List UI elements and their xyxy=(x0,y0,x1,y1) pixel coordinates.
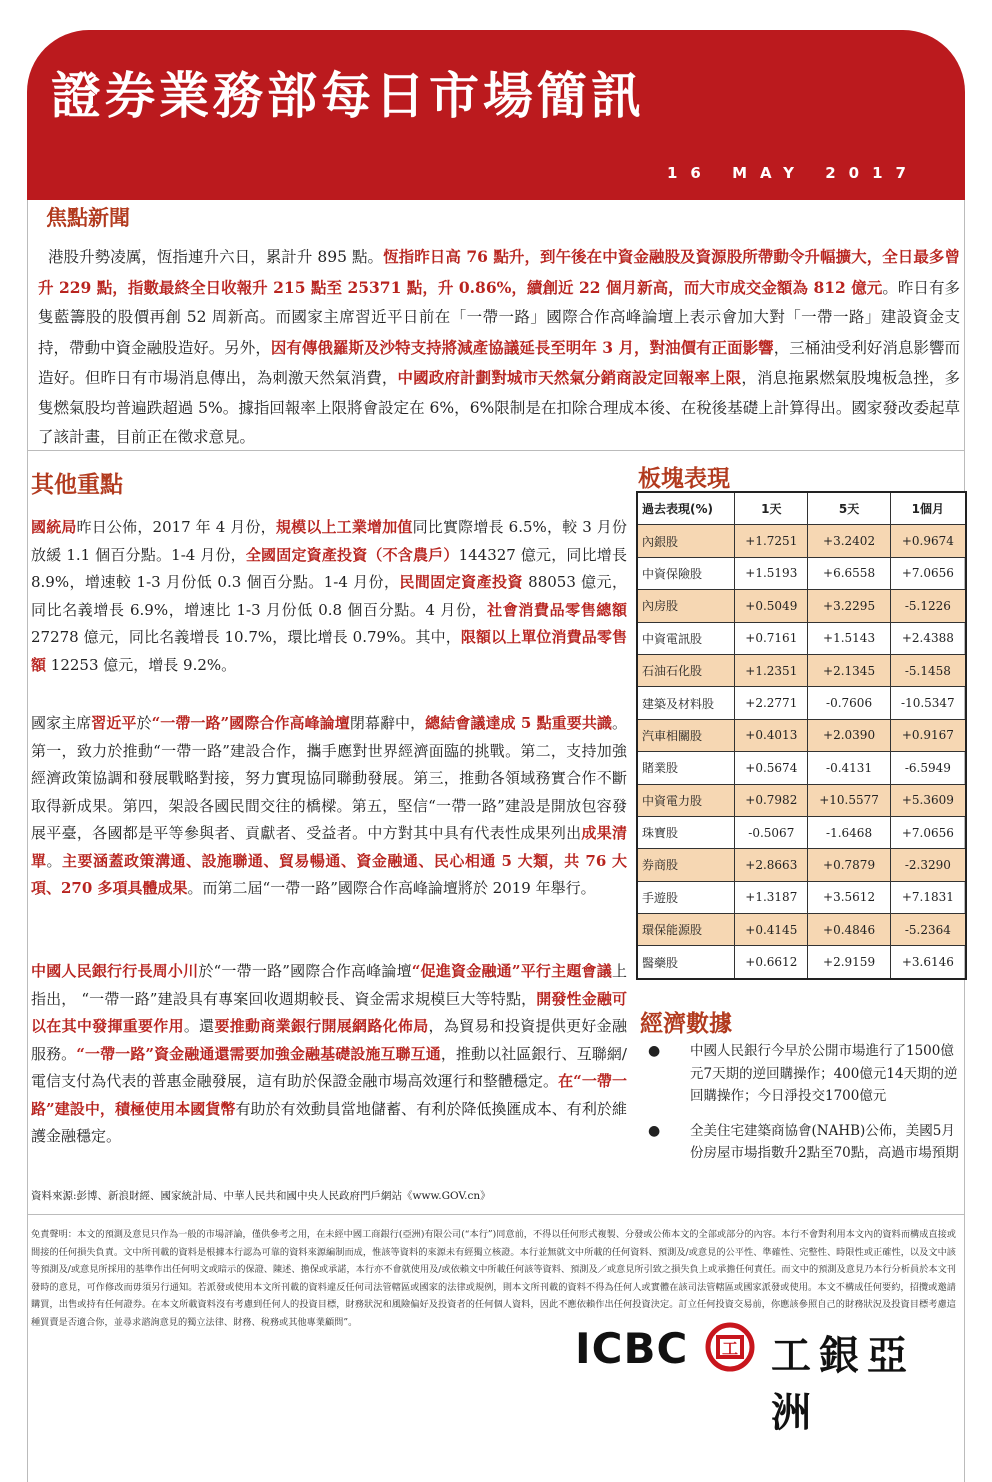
performance-cell: +5.3609 xyxy=(890,784,966,816)
column-header: 1個月 xyxy=(890,492,966,525)
economic-data-title: 經濟數據 xyxy=(640,1011,732,1037)
icbc-logo xyxy=(575,1322,957,1436)
performance-cell: +0.6612 xyxy=(735,946,808,979)
sector-performance-table xyxy=(636,491,967,980)
performance-cell: +10.5577 xyxy=(808,784,890,816)
table-row xyxy=(637,557,966,589)
table-row xyxy=(637,654,966,686)
performance-cell: +0.9167 xyxy=(890,719,966,751)
performance-cell: +2.1345 xyxy=(808,654,890,686)
sector-name-cell: 賭業股 xyxy=(637,752,735,784)
performance-cell: +0.4013 xyxy=(735,719,808,751)
bullet-icon: ● xyxy=(648,1043,661,1059)
list-item xyxy=(646,1040,964,1108)
sector-name-cell: 內銀股 xyxy=(637,525,735,557)
table-row xyxy=(637,946,966,979)
table-row xyxy=(637,914,966,946)
focus-news-title: 焦點新聞 xyxy=(46,206,130,230)
performance-cell: +3.5612 xyxy=(808,881,890,913)
emblem-glyph: 工 xyxy=(721,1339,739,1358)
performance-cell: +2.0390 xyxy=(808,719,890,751)
sector-name-cell: 建築及材料股 xyxy=(637,687,735,719)
performance-cell: +3.2295 xyxy=(808,590,890,622)
table-row xyxy=(637,590,966,622)
sector-name-cell: 汽車相關股 xyxy=(637,719,735,751)
performance-cell: +0.7879 xyxy=(808,849,890,881)
column-header: 5天 xyxy=(808,492,890,525)
performance-cell: -2.3290 xyxy=(890,849,966,881)
performance-cell: +2.9159 xyxy=(808,946,890,979)
header-banner xyxy=(27,30,965,200)
list-item-text: 中國人民銀行今早於公開市場進行了1500億元7天期的逆回購操作；400億元14天期的逆回購操作；今日淨投交1700億元 xyxy=(690,1043,958,1104)
column-header: 過去表現(%) xyxy=(637,492,735,525)
table-row xyxy=(637,849,966,881)
sector-name-cell: 中資電訊股 xyxy=(637,622,735,654)
bullet-icon: ● xyxy=(648,1122,661,1139)
performance-cell: +1.5143 xyxy=(808,622,890,654)
data-sources: 資料來源:彭博、新浪財經、國家統計局、中華人民共和國中央人民政府門戶網站《www.GOV.cn》 xyxy=(31,1190,491,1202)
performance-cell: -10.5347 xyxy=(890,687,966,719)
performance-cell: +0.4145 xyxy=(735,914,808,946)
performance-cell: -5.1458 xyxy=(890,654,966,686)
sector-name-cell: 石油石化股 xyxy=(637,654,735,686)
performance-cell: +2.4388 xyxy=(890,622,966,654)
performance-cell: +0.7982 xyxy=(735,784,808,816)
sector-name-cell: 券商股 xyxy=(637,849,735,881)
performance-cell: +6.6558 xyxy=(808,557,890,589)
sector-name-cell: 珠寶股 xyxy=(637,816,735,848)
disclaimer-divider xyxy=(27,1214,965,1215)
list-item-text: 全美住宅建築商協會(NAHB)公佈，美國5月份房屋市場指數升2點至70點，高過市場預期 xyxy=(690,1122,959,1161)
column-header: 1天 xyxy=(735,492,808,525)
performance-cell: +0.9674 xyxy=(890,525,966,557)
performance-cell: -1.6468 xyxy=(808,816,890,848)
logo-text-cn: 工銀亞洲 xyxy=(771,1333,915,1436)
performance-cell: +1.2351 xyxy=(735,654,808,686)
focus-news-body: 港股升勢凌厲，恆指連升六日，累計升 895 點。恆指昨日高 76 點升，到午後在中資金融股及資源股所帶動令升幅擴大，全日最多曾升 229 點，指數最終全日收報升 215 點至 25371 點，升 0.86%，續創近 22 個月新高，而大市成交金額為 812 億元。昨日有多隻藍籌股的股價再創 52 周新高。而國家主席習近平日前在「一帶一路」國際合作高峰論壇上表示會加大對「一帶一路」建設資金支持，帶動中資金融股造好。另外，因有傳俄羅斯及沙特支持將減產協議延長至明年 3 月，對油價有正面影響，三桶油受利好消息影響而造好。但昨日有市場消息傳出，為刺激天然氣消費，中國政府計劃對城市天然氣分銷商設定回報率上限，消息拖累燃氣股塊板急挫，多隻燃氣股均普遍跌超過 5%。據指回報率上限將會設定在 6%，6%限制是在扣除合理成本後、在稅後基礎上計算得出。國家發改委起草了該計畫，目前正在徵求意見。 xyxy=(38,247,960,446)
sector-name-cell: 中資保險股 xyxy=(637,557,735,589)
table-row xyxy=(637,881,966,913)
performance-cell: +2.8663 xyxy=(735,849,808,881)
other-highlights-para-2: 國家主席習近平於“一帶一路”國際合作高峰論壇閉幕辭中，總結會議達成 5 點重要共識。第一，致力於推動“一帶一路”建設合作，攜手應對世界經濟面臨的挑戰。第二，支持加強經濟政策協調和發展戰略對接，努力實現協同聯動發展。第三，推動各領域務實合作不斷取得新成果。第四，架設各國民間交往的橋樑。第五，堅信“一帶一路”建設是開放包容發展平臺，各國都是平等參與者、貢獻者、受益者。中方對其中具有代表性成果列出成果清單。主要涵蓋政策溝通、設施聯通、貿易暢通、資金融通、民心相通 5 大類，共 76 大項、270 多項具體成果。而第二屆“一帶一路”國際合作高峰論壇將於 2019 年舉行。 xyxy=(31,714,627,897)
performance-cell: +0.5049 xyxy=(735,590,808,622)
performance-cell: +7.0656 xyxy=(890,816,966,848)
table-row xyxy=(637,816,966,848)
performance-cell: +2.2771 xyxy=(735,687,808,719)
performance-cell: -5.2364 xyxy=(890,914,966,946)
table-row xyxy=(637,719,966,751)
sector-table-body xyxy=(637,525,966,979)
logo-text-en: ICBC xyxy=(575,1324,689,1373)
performance-cell: +7.0656 xyxy=(890,557,966,589)
page-title: 證券業務部每日市場簡訊 xyxy=(51,67,645,125)
sector-name-cell: 中資電力股 xyxy=(637,784,735,816)
sector-name-cell: 內房股 xyxy=(637,590,735,622)
table-row xyxy=(637,622,966,654)
performance-cell: +0.5674 xyxy=(735,752,808,784)
sector-performance-title: 板塊表現 xyxy=(638,466,730,492)
report-date: 16 MAY 2017 xyxy=(666,164,919,182)
table-row xyxy=(637,687,966,719)
economic-data-list xyxy=(646,1040,964,1177)
performance-cell: -5.1226 xyxy=(890,590,966,622)
sector-name-cell: 環保能源股 xyxy=(637,914,735,946)
icbc-emblem-icon xyxy=(705,1322,755,1372)
performance-cell: +1.7251 xyxy=(735,525,808,557)
sector-name-cell: 醫藥股 xyxy=(637,946,735,979)
performance-cell: +3.6146 xyxy=(890,946,966,979)
table-row xyxy=(637,752,966,784)
table-header-row xyxy=(637,492,966,525)
performance-cell: +7.1831 xyxy=(890,881,966,913)
performance-cell: +1.5193 xyxy=(735,557,808,589)
performance-cell: +3.2402 xyxy=(808,525,890,557)
performance-cell: -6.5949 xyxy=(890,752,966,784)
performance-cell: +0.7161 xyxy=(735,622,808,654)
other-highlights-title: 其他重點 xyxy=(31,472,123,498)
performance-cell: -0.4131 xyxy=(808,752,890,784)
performance-cell: +1.3187 xyxy=(735,881,808,913)
performance-cell: -0.5067 xyxy=(735,816,808,848)
performance-cell: -0.7606 xyxy=(808,687,890,719)
other-highlights-para-1: 國統局昨日公佈，2017 年 4 月份，規模以上工業增加值同比實際增長 6.5%，較 3 月份放緩 1.1 個百分點。1-4 月份，全國固定資產投資（不含農戶）144327 億元，同比增長 8.9%，增速較 1-3 月份低 0.3 個百分點。1-4 月份，民間固定資產投資 88053 億元，同比名義增長 6.9%，增速比 1-3 月份低 0.8 個百分點。4 月份，社會消費品零售總額 27278 億元，同比名義增長 10.7%，環比增長 0.79%。其中，限額以上單位消費品零售額 12253 億元，增長 9.2%。 xyxy=(31,518,627,674)
list-item xyxy=(646,1120,964,1165)
performance-cell: +0.4846 xyxy=(808,914,890,946)
other-highlights-para-3: 中國人民銀行行長周小川於“一帶一路”國際合作高峰論壇“促進資金融通”平行主題會議上指出， “一帶一路”建設具有專案回收週期較長、資金需求規模巨大等特點，開發性金融可以在其中發揮重要作用。還要推動商業銀行開展網路化佈局，為貿易和投資提供更好金融服務。“一帶一路”資金融通還需要加強金融基礎設施互聯互通，推動以社區銀行、互聯網/電信支付為代表的普惠金融發展，這有助於保證金融市場高效運行和整體穩定。在“一帶一路”建設中，積極使用本國貨幣有助於有效動員當地儲蓄、有利於降低換匯成本、有利於維護金融穩定。 xyxy=(31,962,627,1145)
table-row xyxy=(637,525,966,557)
disclaimer-text: 免責聲明：本文的預測及意見只作為一般的市場評論，僅供參考之用，在未經中國工商銀行(亞洲)有限公司(“本行”)同意前，不得以任何形式複製、分發或公佈本文的全部或部分的內容。本行不會對利用本文內的資料而構成直接或間接的任何損失負責。文中所刊載的資料是根據本行認為可靠的資料來源編制而成，惟該等資料的來源未有經獨立核證。本行並無就文中所載的任何資料、預測及/或意見的公平性、準確性、完整性、時限性或正確性，以及文中該等預測及/或意見所採用的基準作出任何明文或暗示的保證、陳述、擔保或承諾，本行亦不會就使用及/或依賴文中所載任何該等資料、預測及／或意見所引致之損失負上或承擔任何責任。而文中的預測及意見乃本行分析員於本文刊發時的意見，可作修改而毋須另行通知。若派發或使用本文所刊載的資料違反任何司法管轄區或國家的法律或規例，則本文所刊載的資料不得為任何人或實體在該司法管轄區或國家派發或使用。本文不構成任何要約，招攬或邀請購買，出售或持有任何證券。在本文所載資料沒有考慮到任何人的投資目標，財務狀況和風險偏好及投資者的任何個人資料，因此不應依賴作出任何投資決定。訂立任何投資交易前，你應該參照自己的財務狀況及投資目標考慮這種買賣是否適合你，並尋求諮詢意見的獨立法律、財務、稅務或其他專業顧問”。 xyxy=(31,1229,956,1328)
sector-name-cell: 手遊股 xyxy=(637,881,735,913)
table-row xyxy=(637,784,966,816)
